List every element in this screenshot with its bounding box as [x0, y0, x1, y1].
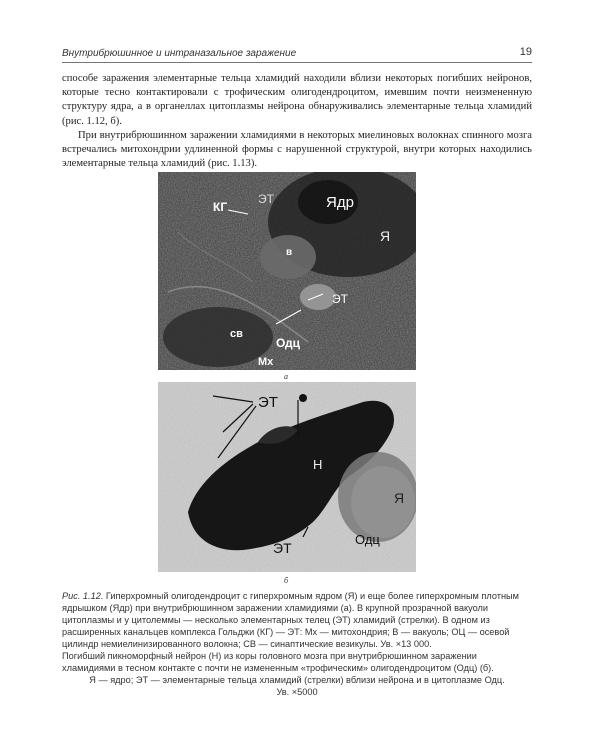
label-odc: Одц [276, 336, 301, 350]
paragraph: способе заражения элементарные тельца хламидий находили вблизи некоторых погибших нейронов, которые тесно контактировали с трофическим олигодендроцитом, имевшим почти неизмененную структуру ядра, а в органеллах цитоплазмы нейрона обнаруживались элементарные тельца хламидий (рис. 1.12, б). [62, 73, 532, 127]
caption-text-2: Погибший пикноморфный нейрон (Н) из коры головного мозга при внутрибрюшинном заражении хламидиями в тесном контакте с почти не измененным «трофическим» олигодендроцитом (Одц) (б). [62, 651, 494, 673]
label-odc: Одц [355, 532, 380, 547]
label-n: Н [313, 457, 323, 472]
panel-letter-a: а [284, 372, 288, 381]
caption-lead: Рис. 1.12. [62, 591, 104, 601]
label-ydr: Ядр [326, 194, 354, 211]
label-kg: КГ [213, 200, 228, 214]
header-rule [62, 62, 532, 63]
label-ya: Я [394, 490, 405, 506]
label-et-2: ЭТ [273, 540, 292, 556]
label-sv: св [230, 328, 243, 340]
micrograph-a [158, 172, 416, 370]
paragraph: При внутрибрюшинном заражении хламидиями в некоторых миелиновых волокнах спинного мозга встречались митохондрии удлиненной формы с нарушенной структурой, внутри которых находились элементарные тельца хламидий (рис. 1.13). [62, 129, 532, 170]
micrograph-b [158, 382, 416, 572]
label-ya: Я [380, 228, 391, 244]
panel-letter-b: б [284, 576, 289, 585]
body-text [62, 72, 532, 171]
label-et: ЭТ [258, 394, 278, 411]
caption-text-4: Ув. ×5000 [276, 687, 318, 697]
figure-caption [62, 590, 532, 698]
page-number: 19 [519, 46, 532, 58]
caption-paragraph [62, 590, 532, 650]
caption-text-3: Я — ядро; ЭТ — элементарные тельца хламидий (стрелки) вблизи нейрона и в цитоплазме Одц. [89, 675, 505, 685]
running-title: Внутрибрюшинное и интраназальное заражение [62, 48, 297, 59]
label-v: в [286, 247, 293, 258]
caption-text-1: Гиперхромный олигодендроцит с гиперхромным ядром (Я) и еще более гиперхромным плотным ядрышком (Ядр) при внутрибрюшинном заражении хламидиями (а). В крупной прозрачной вакуоли цитоплазмы и у цитолеммы — несколько элементарных телец (ЭТ) хламидий (стрелки). В одном из расширенных канальцев комплекса Гольджи (КГ) — ЭТ: Мх — митохондрия; В — вакуоль; ОЦ — осевой цилиндр немиелинизированного волокна; СВ — синаптические везикулы. Ув. ×13 000. [62, 591, 519, 649]
label-et: ЭТ [258, 192, 274, 206]
label-mx: Мх [258, 356, 274, 368]
label-et-2: ЭТ [332, 292, 348, 306]
